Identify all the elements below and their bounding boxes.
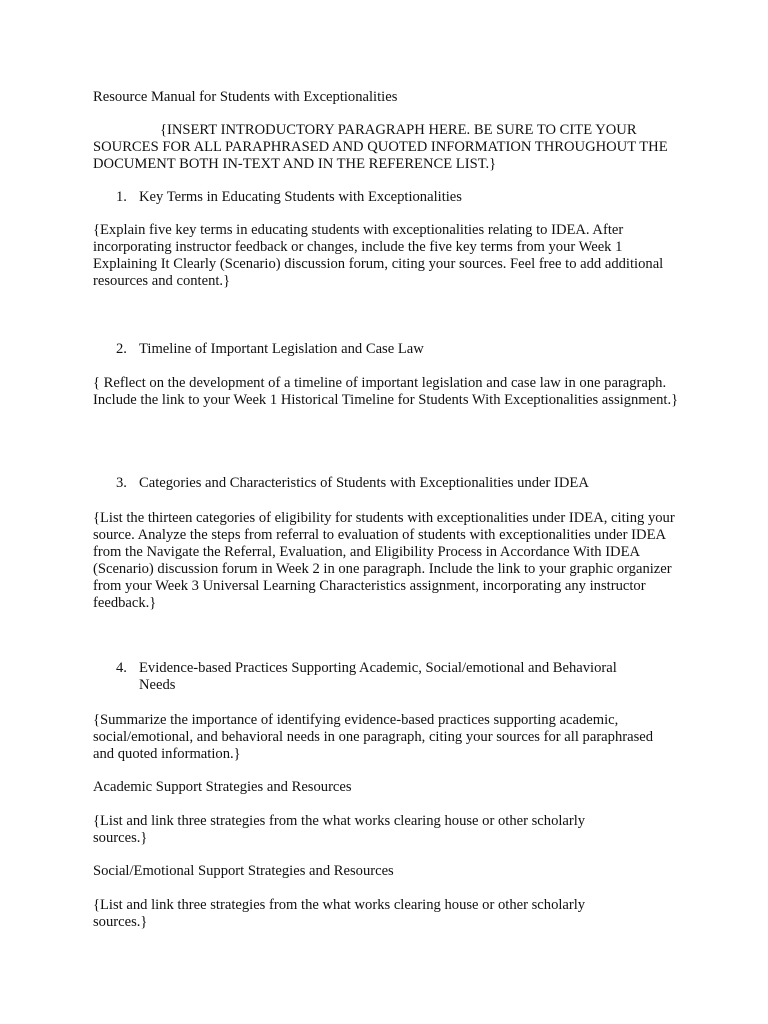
section-4-body: {Summarize the importance of identifying evidence-based practices supporting academic, social/emotional, and behavioral needs in one paragraph, citing your sources for all paraphrased and quoted information.} [93, 712, 654, 762]
academic-support-heading: Academic Support Strategies and Resources [93, 779, 352, 795]
section-number: 3. [116, 475, 127, 491]
section-1-body: {Explain five key terms in educating students with exceptionalities relating to IDEA. After incorporating instructor feedback or changes, include the five key terms from your Week 1 Explaining It Clearly (Scenario) discussion forum, citing your sources. Feel free to add additional resources and content.} [93, 222, 664, 289]
section-number: 4. [116, 660, 127, 676]
intro-paragraph: {INSERT INTRODUCTORY PARAGRAPH HERE. BE SURE TO CITE YOUR SOURCES FOR ALL PARAPHRASED AND QUOTED INFORMATION THROUGHOUT THE DOCUMENT BOTH IN-TEXT AND IN THE REFERENCE LIST.} [93, 122, 668, 172]
section-number: 2. [116, 341, 127, 357]
document-title: Resource Manual for Students with Exceptionalities [93, 89, 398, 105]
section-1-heading [116, 189, 676, 206]
section-2-body: { Reflect on the development of a timeline of important legislation and case law in one paragraph. Include the link to your Week 1 Historical Timeline for Students With Exceptionalities assignment.} [93, 375, 679, 408]
section-4-heading [116, 660, 636, 694]
social-emotional-support-body: {List and link three strategies from the what works clearing house or other scholarly sources.} [93, 897, 586, 930]
section-title: Categories and Characteristics of Students with Exceptionalities under IDEA [139, 475, 589, 491]
section-title: Evidence-based Practices Supporting Academic, Social/emotional and Behavioral Needs [139, 660, 617, 693]
section-title: Key Terms in Educating Students with Exceptionalities [139, 189, 462, 205]
section-2-heading [116, 341, 676, 358]
section-number: 1. [116, 189, 127, 205]
social-emotional-support-heading: Social/Emotional Support Strategies and Resources [93, 863, 394, 879]
section-3-body: {List the thirteen categories of eligibility for students with exceptionalities under IDEA, citing your source. Analyze the steps from referral to evaluation of students with exceptionalities under IDEA from the Navigate the Referral, Evaluation, and Eligibility Process in Accordance With IDEA (Scenario) discussion forum in Week 2 in one paragraph. Include the link to your graphic organizer from your Week 3 Universal Learning Characteristics assignment, incorporating any instructor feedback.} [93, 510, 675, 611]
section-title: Timeline of Important Legislation and Case Law [139, 341, 424, 357]
academic-support-body: {List and link three strategies from the what works clearing house or other scholarly sources.} [93, 813, 586, 846]
section-3-heading [116, 475, 676, 492]
